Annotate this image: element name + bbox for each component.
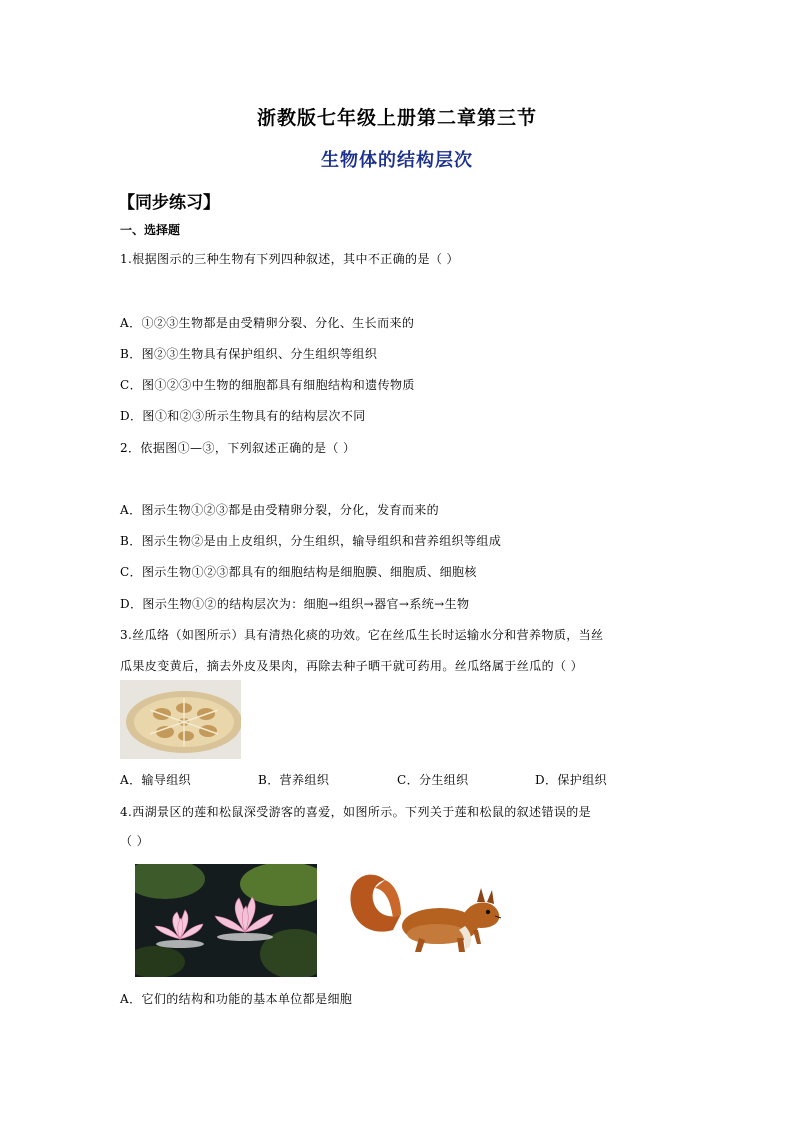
q1-option-c: C．图①②③中生物的细胞都具有细胞结构和遗传物质 (120, 378, 415, 392)
q4-option-a: A．它们的结构和功能的基本单位都是细胞 (120, 992, 353, 1006)
q3-option-a: A．输导组织 (120, 773, 192, 787)
q3-option-b: B．营养组织 (258, 773, 330, 787)
q1-option-a: A．①②③生物都是由受精卵分裂、分化、生长而来的 (120, 316, 415, 330)
document-subtitle: 生物体的结构层次 (321, 150, 473, 171)
loofah-image (120, 680, 241, 759)
q3-stem-line2: 瓜果皮变黄后，摘去外皮及果肉，再除去种子晒干就可药用。丝瓜络属于丝瓜的（ ） (120, 659, 584, 673)
document-title: 浙教版七年级上册第二章第三节 (256, 107, 537, 129)
lotus-image (135, 864, 317, 977)
q1-option-d: D．图①和②③所示生物具有的结构层次不同 (120, 409, 366, 423)
squirrel-image (345, 868, 505, 958)
q2-option-c: C．图示生物①②③都具有的细胞结构是细胞膜、细胞质、细胞核 (120, 565, 477, 579)
q4-stem-line1: 4.西湖景区的莲和松鼠深受游客的喜爱，如图所示。下列关于莲和松鼠的叙述错误的是 (120, 805, 592, 819)
q2-option-b: B．图示生物②是由上皮组织，分生组织，输导组织和营养组织等组成 (120, 534, 502, 548)
q2-stem: 2．依据图①—③，下列叙述正确的是（ ） (120, 441, 356, 455)
q2-option-a: A．图示生物①②③都是由受精卵分裂，分化，发育而来的 (120, 503, 440, 517)
q1-stem: 1.根据图示的三种生物有下列四种叙述，其中不正确的是（ ） (120, 252, 459, 266)
q3-stem-line1: 3.丝瓜络（如图所示）具有清热化痰的功效。它在丝瓜生长时运输水分和营养物质，当丝 (120, 628, 604, 642)
q4-stem-line2: （ ） (120, 834, 150, 848)
q3-option-c: C．分生组织 (397, 773, 469, 787)
part-heading: 一、选择题 (120, 223, 181, 237)
q1-option-b: B．图②③生物具有保护组织、分生组织等组织 (120, 347, 378, 361)
section-label: 【同步练习】 (118, 193, 220, 213)
q3-option-d: D．保护组织 (535, 773, 608, 787)
q2-option-d: D．图示生物①②的结构层次为：细胞→组织→器官→系统→生物 (120, 597, 470, 611)
